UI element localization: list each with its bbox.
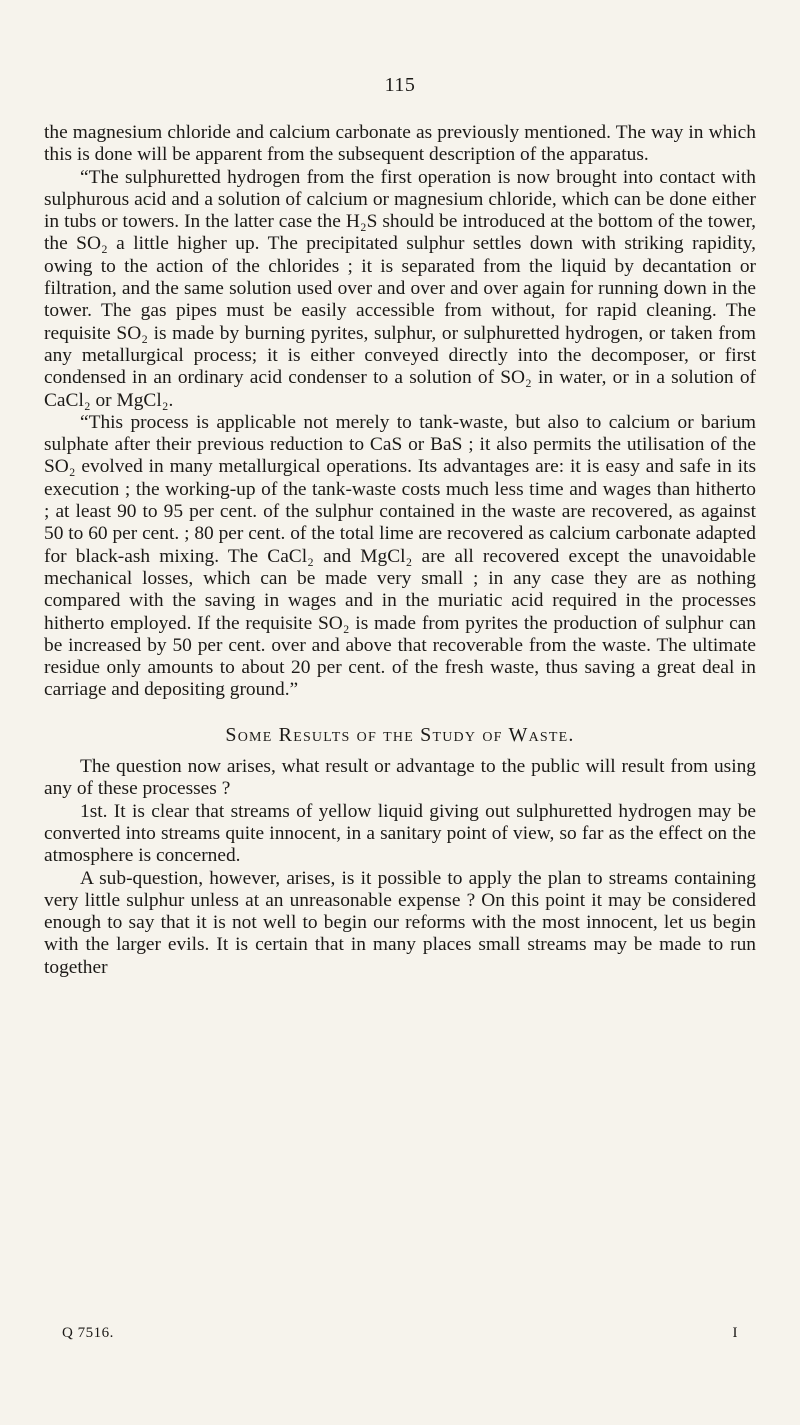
paragraph: A sub-question, however, arises, is it possible to apply the plan to streams containing very little sulphur unless at an unreasonable expense ? On this point it may be considered enough to say that it is not well to begin our reforms with the most innocent, let us begin with the larger evils. It is certain that in many places small streams may be made to run together (44, 867, 756, 978)
paragraph: the magnesium chloride and calcium carbonate as previously mentioned. The way in which this is done will be apparent from the subsequent description of the apparatus. (44, 122, 756, 166)
page-footer (62, 1325, 738, 1342)
section-heading: Some Results of the Study of Waste. (225, 723, 575, 746)
signature-mark: Q 7516. (62, 1325, 114, 1341)
paragraph: 1st. It is clear that streams of yellow liquid giving out sulphuretted hydrogen may be converted into streams quite innocent, in a sanitary point of view, so far as the effect on the atmosphere is concerned. (44, 800, 756, 867)
paragraph: “The sulphuretted hydrogen from the first operation is now brought into contact with sulphurous acid and a solution of calcium or magnesium chloride, which can be done either in tubs or towers. In the latter case the H₂S should be introduced at the bottom of the tower, the SO₂ a little higher up. The precipitated sulphur settles down with striking rapidity, owing to the action of the chlorides ; it is separated from the liquid by decantation or filtration, and the same solution used over and over and over again for running down in the tower. The gas pipes must be easily accessible from without, for rapid cleaning. The requisite SO₂ is made by burning pyrites, sulphur, or sulphuretted hydrogen, or taken from any metallurgical process; it is either conveyed directly into the decomposer, or first condensed in an ordinary acid condenser to a solution of SO₂ in water, or in a solution of CaCl₂ or MgCl₂. (44, 166, 756, 411)
page-body (44, 122, 756, 979)
page-number: 115 (384, 74, 416, 96)
paragraph: “This process is applicable not merely to tank-waste, but also to calcium or barium sulphate after their previous reduction to CaS or BaS ; it also permits the utilisation of the SO₂ evolved in many metallurgical operations. Its advantages are: it is easy and safe in its execution ; the working-up of the tank-waste costs much less time and wages than hitherto ; at least 90 to 95 per cent. of the sulphur contained in the waste are recovered, as against 50 to 60 per cent. ; 80 per cent. of the total lime are recovered as calcium carbonate adapted for black-ash mixing. The CaCl₂ and MgCl₂ are all recovered except the unavoidable mechanical losses, which can be made very small ; in any case they are as nothing compared with the saving in wages and in the muriatic acid required in the processes hitherto employed. If the requisite SO₂ is made from pyrites the production of sulphur can be increased by 50 per cent. over and above that recoverable from the waste. The ultimate residue only amounts to about 20 per cent. of the fresh waste, thus saving a great deal in carriage and depositing ground.” (44, 411, 756, 701)
sheet-letter: I (732, 1325, 738, 1341)
paragraph: The question now arises, what result or advantage to the public will result from using any of these processes ? (44, 756, 756, 800)
